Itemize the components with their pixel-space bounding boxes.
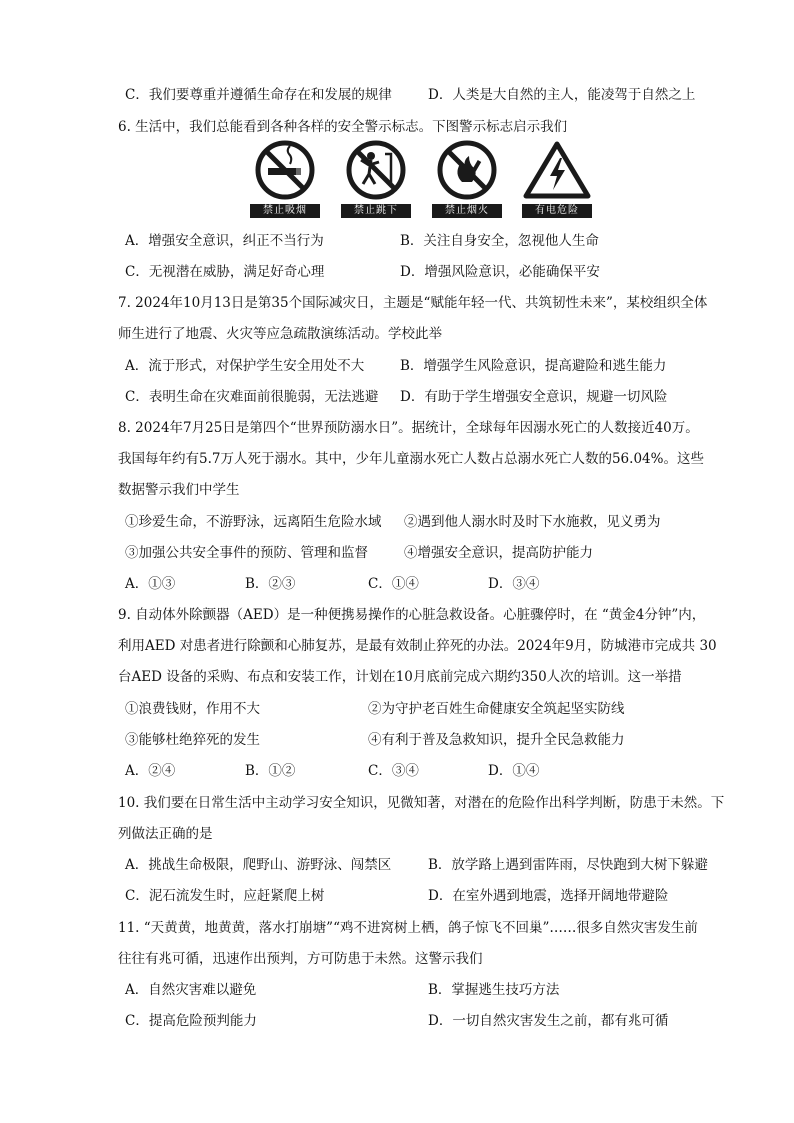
option-c: C．提高危险预判能力 (125, 1013, 257, 1029)
option-b: B．掌握逃生技巧方法 (428, 982, 560, 998)
option-c: C．无视潜在威胁，满足好奇心理 (125, 264, 325, 280)
question-8: 8. 2024年7月25日是第四个“世界预防溺水日”。据统计，全球每年因溺水死亡的人数接近40万。 (118, 420, 699, 436)
question-11: 11. “天黄黄，地黄黄，落水打崩塘”“鸡不进窝树上栖，鸽子惊飞不回巢”……很多自然灾害发生前 (118, 920, 698, 936)
option-b: B．放学路上遇到雷阵雨，尽快跑到大树下躲避 (428, 857, 708, 873)
option-b: B．①② (245, 763, 296, 779)
option-a: A．①③ (125, 576, 176, 592)
question-8-cont: 我国每年约有5.7万人死于溺水。其中，少年儿童溺水死亡人数占总溺水死亡人数的56.04%。这些 (118, 451, 704, 467)
option-d: D．增强风险意识，必能确保平安 (400, 264, 600, 280)
option-d: D．有助于学生增强安全意识，规避一切风险 (400, 389, 668, 405)
option-a: A．挑战生命极限，爬野山、游野泳、闯禁区 (125, 857, 392, 873)
question-9: 9. 自动体外除颤器（AED）是一种便携易操作的心脏急救设备。心脏骤停时，在 “黄金4分钟”内， (118, 607, 706, 623)
option-a: A．自然灾害难以避免 (125, 982, 257, 998)
electric-danger-icon (522, 140, 592, 200)
question-8-cont: 数据警示我们中学生 (118, 482, 240, 498)
option-d: D．人类是大自然的主人，能凌驾于自然之上 (428, 87, 696, 103)
option-c: C．①④ (368, 576, 419, 592)
question-9-cont: 利用AED 对患者进行除颤和心肺复苏，是最有效制止猝死的办法。2024年9月，防城港市完成共 30 (118, 638, 717, 654)
statement-2: ②为守护老百姓生命健康安全筑起坚实防线 (368, 701, 625, 717)
question-7-cont: 师生进行了地震、火灾等应急疏散演练活动。学校此举 (118, 326, 442, 342)
option-b: B．关注自身安全，忽视他人生命 (400, 233, 599, 249)
no-smoking-sign (250, 140, 320, 218)
no-smoking-icon (250, 140, 320, 200)
question-10-cont: 列做法正确的是 (118, 826, 213, 842)
warning-signs (250, 140, 595, 222)
option-a: A．②④ (125, 763, 176, 779)
no-fire-icon (432, 140, 502, 200)
no-fire-sign (432, 140, 502, 218)
option-c: C．③④ (368, 763, 419, 779)
option-c: C．我们要尊重并遵循生命存在和发展的规律 (125, 87, 392, 103)
sign-label: 禁止吸烟 (250, 204, 320, 218)
option-b: B．②③ (245, 576, 296, 592)
option-d: D．③④ (488, 576, 540, 592)
statement-1: ①珍爱生命，不游野泳，远离陌生危险水域 (125, 514, 382, 530)
statement-1: ①浪费钱财，作用不大 (125, 701, 260, 717)
statement-3: ③加强公共安全事件的预防、管理和监督 (125, 545, 368, 561)
statement-4: ④增强安全意识，提高防护能力 (404, 545, 593, 561)
option-d: D．在室外遇到地震，选择开阔地带避险 (428, 888, 669, 904)
sign-label: 禁止跳下 (341, 204, 411, 218)
option-d: D．①④ (488, 763, 540, 779)
statement-3: ③能够杜绝猝死的发生 (125, 732, 260, 748)
option-a: A．增强安全意识，纠正不当行为 (125, 233, 324, 249)
no-jumping-sign (341, 140, 411, 218)
electric-danger-sign (522, 140, 592, 218)
question-6: 6. 生活中，我们总能看到各种各样的安全警示标志。下图警示标志启示我们 (118, 119, 568, 135)
option-c: C．泥石流发生时，应赶紧爬上树 (125, 888, 325, 904)
question-9-cont: 台AED 设备的采购、布点和安装工作，计划在10月底前完成六期约350人次的培训。这一举措 (118, 669, 682, 685)
option-a: A．流于形式，对保护学生安全用处不大 (125, 358, 365, 374)
option-b: B．增强学生风险意识，提高避险和逃生能力 (400, 358, 667, 374)
option-d: D．一切自然灾害发生之前，都有兆可循 (428, 1013, 669, 1029)
sign-label: 有电危险 (522, 204, 592, 218)
no-jumping-icon (341, 140, 411, 200)
option-c: C．表明生命在灾难面前很脆弱，无法逃避 (125, 389, 379, 405)
question-11-cont: 往往有兆可循，迅速作出预判，方可防患于未然。这警示我们 (118, 951, 483, 967)
statement-2: ②遇到他人溺水时及时下水施救，见义勇为 (404, 514, 661, 530)
sign-label: 禁止烟火 (432, 204, 502, 218)
question-10: 10. 我们要在日常生活中主动学习安全知识，见微知著，对潜在的危险作出科学判断，防患于未然。下 (118, 795, 725, 811)
statement-4: ④有利于普及急救知识，提升全民急救能力 (368, 732, 625, 748)
question-7: 7. 2024年10月13日是第35个国际减灾日，主题是“赋能年轻一代、共筑韧性未来”，某校组织全体 (118, 295, 708, 311)
